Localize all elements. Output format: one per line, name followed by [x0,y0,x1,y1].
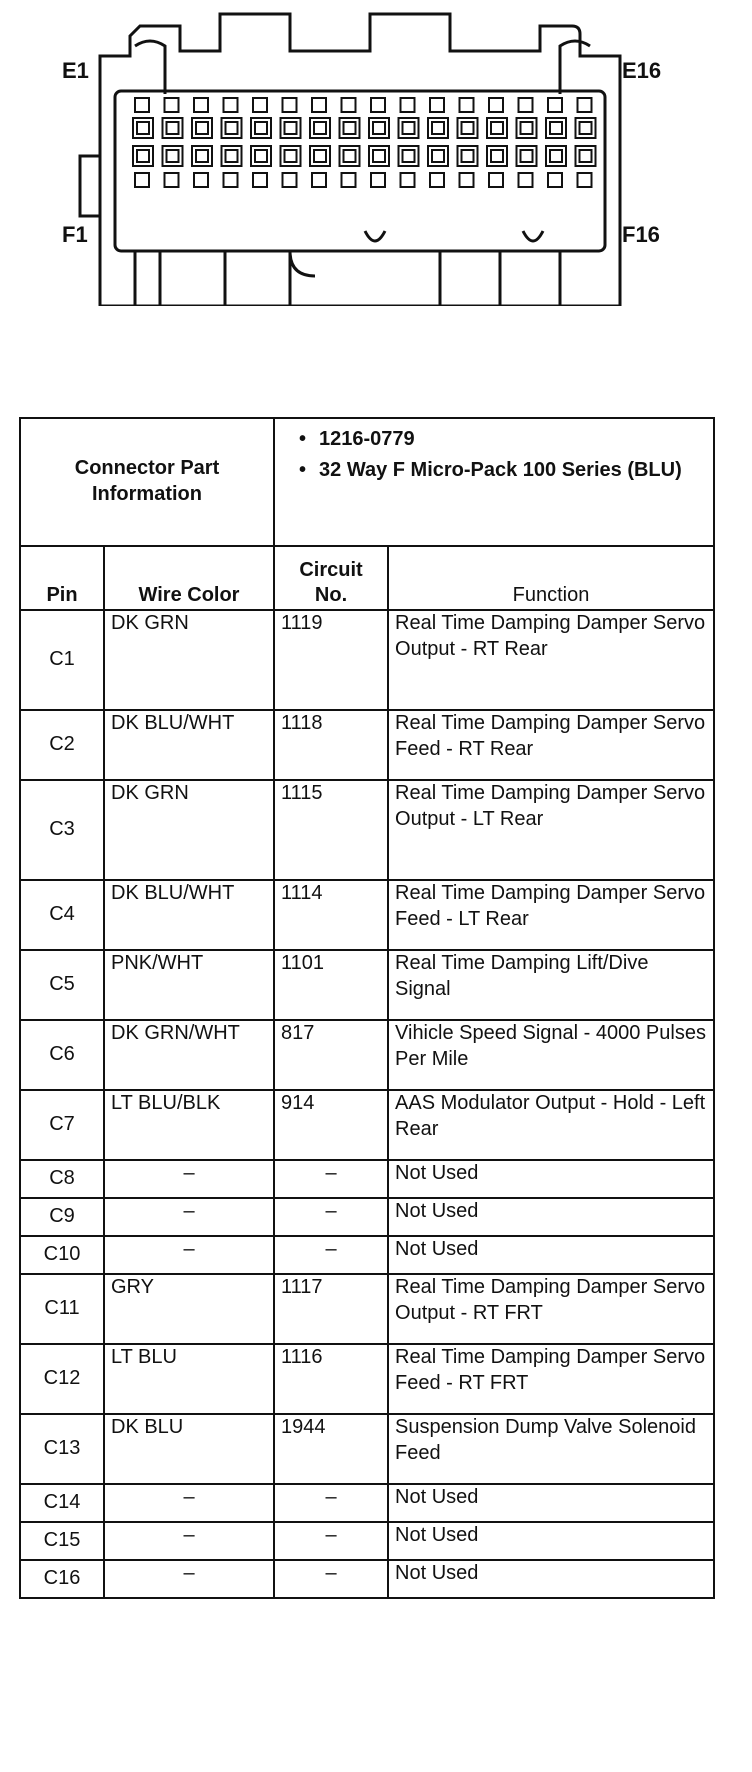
cavity [167,150,179,162]
label-e1: E1 [62,58,89,83]
circuit-cell: 1117 [274,1274,388,1344]
cavity [253,173,267,187]
table-row [20,1274,714,1344]
cavity [460,173,474,187]
wire-color-cell: LT BLU [104,1344,274,1414]
cavity [226,122,238,134]
table-row [20,1160,714,1198]
wire-color-cell: – [104,1522,274,1560]
cavity [403,122,415,134]
circuit-cell: 1114 [274,880,388,950]
pin-cell: C5 [20,950,104,1020]
function-cell: Not Used [388,1160,714,1198]
pin-table [19,417,715,1599]
circuit-cell: 817 [274,1020,388,1090]
wire-color-cell: – [104,1560,274,1598]
circuit-cell: – [274,1484,388,1522]
circuit-cell: – [274,1198,388,1236]
cavity [194,173,208,187]
table-row [20,1090,714,1160]
circuit-cell: 914 [274,1090,388,1160]
cavity [430,98,444,112]
wire-color-cell: DK GRN [104,610,274,710]
cavity [373,122,385,134]
function-cell: Not Used [388,1522,714,1560]
pin-cell: C8 [20,1160,104,1198]
cavity [521,122,533,134]
cavity [283,98,297,112]
table-row [20,1236,714,1274]
wire-color-cell: – [104,1198,274,1236]
wire-color-cell: – [104,1484,274,1522]
cavity [167,122,179,134]
function-cell: Not Used [388,1560,714,1598]
pin-cell: C13 [20,1414,104,1484]
function-cell: Not Used [388,1198,714,1236]
cavity [403,150,415,162]
pin-cell: C10 [20,1236,104,1274]
cavity [401,173,415,187]
wire-color-cell: DK GRN [104,780,274,880]
pin-cell: C9 [20,1198,104,1236]
cavity [137,150,149,162]
function-cell: Real Time Damping Lift/Dive Signal [388,950,714,1020]
cavity [226,150,238,162]
circuit-cell: – [274,1236,388,1274]
cavity [489,98,503,112]
table-row [20,1344,714,1414]
cavity [489,173,503,187]
table-row [20,1414,714,1484]
cavity [432,150,444,162]
cavity [196,150,208,162]
header-circuit: Circuit No. [274,546,388,610]
function-cell: Real Time Damping Damper Servo Feed - RT FRT [388,1344,714,1414]
label-f1: F1 [62,222,88,247]
cavity [224,98,238,112]
table-row [20,1522,714,1560]
cavity [314,150,326,162]
circuit-cell: 1944 [274,1414,388,1484]
table-row [20,1020,714,1090]
function-cell: Real Time Damping Damper Servo Feed - RT Rear [388,710,714,780]
function-cell: Vihicle Speed Signal - 4000 Pulses Per Mile [388,1020,714,1090]
circuit-cell: 1115 [274,780,388,880]
circuit-cell: 1101 [274,950,388,1020]
cavity [342,173,356,187]
wire-color-cell: LT BLU/BLK [104,1090,274,1160]
table-header [20,546,714,610]
cavity [548,173,562,187]
cavity [519,173,533,187]
cavity [430,173,444,187]
table-row [20,780,714,880]
wire-color-cell: GRY [104,1274,274,1344]
label-f16: F16 [622,222,660,247]
cavity [344,150,356,162]
cavity [491,150,503,162]
cavity [283,173,297,187]
cavity [460,98,474,112]
wire-color-cell: PNK/WHT [104,950,274,1020]
header-function: Function [388,546,714,610]
table-row [20,950,714,1020]
cavity [462,122,474,134]
cavity [519,98,533,112]
cavity [550,122,562,134]
wire-color-cell: DK BLU/WHT [104,710,274,780]
circuit-cell: – [274,1160,388,1198]
wire-color-cell: – [104,1236,274,1274]
cavity [253,98,267,112]
cavity [521,150,533,162]
pin-cell: C16 [20,1560,104,1598]
wire-color-cell: DK BLU [104,1414,274,1484]
cavity [371,98,385,112]
cavity [165,98,179,112]
cavity [312,173,326,187]
pin-cell: C1 [20,610,104,710]
circuit-cell: 1116 [274,1344,388,1414]
cavity [491,122,503,134]
cavity [344,122,356,134]
connector-diagram [60,6,670,306]
cavity [165,173,179,187]
cavity [432,122,444,134]
cavity [578,98,592,112]
cavity [373,150,385,162]
connector-info-row [20,418,714,546]
pin-cell: C4 [20,880,104,950]
function-cell: Real Time Damping Damper Servo Feed - LT Rear [388,880,714,950]
wire-color-cell: – [104,1160,274,1198]
function-cell: Suspension Dump Valve Solenoid Feed [388,1414,714,1484]
connector-info-cell [274,418,714,546]
function-cell: Not Used [388,1236,714,1274]
cavity [196,122,208,134]
circuit-cell: – [274,1522,388,1560]
table-row [20,710,714,780]
wire-color-cell: DK GRN/WHT [104,1020,274,1090]
table-row [20,880,714,950]
pin-cell: C3 [20,780,104,880]
pin-cell: C2 [20,710,104,780]
function-cell: Not Used [388,1484,714,1522]
cavity [462,150,474,162]
cavity [550,150,562,162]
cavity [401,98,415,112]
table-row [20,1198,714,1236]
cavity [224,173,238,187]
cavity [285,150,297,162]
pin-cell: C15 [20,1522,104,1560]
table-row [20,1560,714,1598]
label-e16: E16 [622,58,662,83]
cavity [371,173,385,187]
table-row [20,1484,714,1522]
cavity [135,98,149,112]
part-number: • 1216-0779 [299,427,707,452]
cavity [580,122,592,134]
cavity [342,98,356,112]
cavity [312,98,326,112]
header-wire-color: Wire Color [104,546,274,610]
cavity [580,150,592,162]
pin-cell: C14 [20,1484,104,1522]
connector-info-list [281,419,707,497]
table-row [20,610,714,710]
connector-description: • 32 Way F Micro-Pack 100 Series (BLU) [299,458,707,483]
cavity [135,173,149,187]
cavity [194,98,208,112]
pin-cell: C6 [20,1020,104,1090]
cavity [314,122,326,134]
function-cell: AAS Modulator Output - Hold - Left Rear [388,1090,714,1160]
cavity [578,173,592,187]
pin-cell: C7 [20,1090,104,1160]
function-cell: Real Time Damping Damper Servo Output - RT FRT [388,1274,714,1344]
circuit-cell: – [274,1560,388,1598]
circuit-cell: 1119 [274,610,388,710]
cavity [255,122,267,134]
header-pin: Pin [20,546,104,610]
pin-cell: C11 [20,1274,104,1344]
cavity [548,98,562,112]
cavity [285,122,297,134]
circuit-cell: 1118 [274,710,388,780]
cavity [137,122,149,134]
wire-color-cell: DK BLU/WHT [104,880,274,950]
cavity [255,150,267,162]
pin-cell: C12 [20,1344,104,1414]
function-cell: Real Time Damping Damper Servo Output - LT Rear [388,780,714,880]
function-cell: Real Time Damping Damper Servo Output - RT Rear [388,610,714,710]
connector-info-label: Connector Part Information [20,418,274,546]
